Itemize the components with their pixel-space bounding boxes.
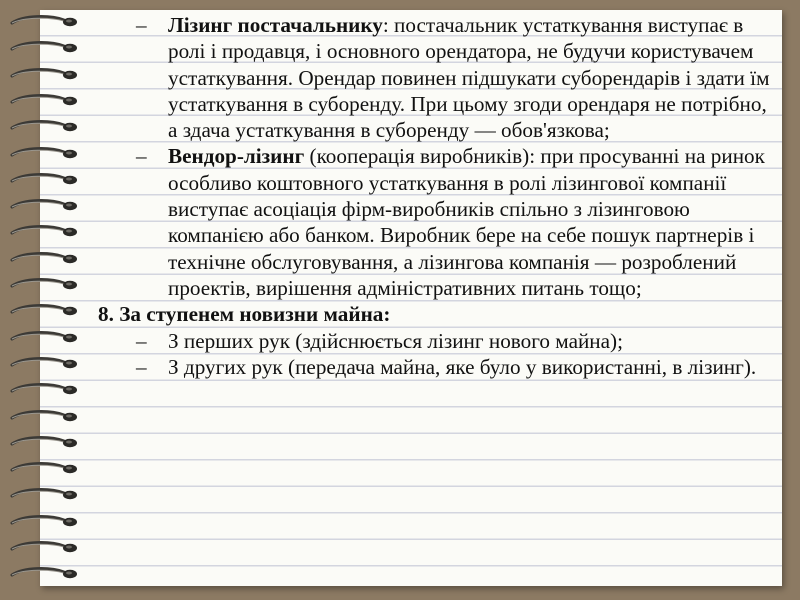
spiral-coil-icon bbox=[10, 224, 82, 238]
spiral-coil-icon bbox=[10, 198, 82, 212]
spiral-coil-icon bbox=[10, 435, 82, 449]
definition: (кооперація виробників): при просуванні на ринок особливо коштовного устаткування в ролі лізингової компанії виступає асоціація фірм-виробників спільно з лізинговою компанією або банком. Виробник бере на себе пошук партнерів і технічне обслуговування, а лізингова компанія — розроблений проектів, вирішення адміністративних питань тощо; bbox=[168, 144, 765, 300]
term: Вендор-лізинг bbox=[168, 144, 305, 169]
slide-content bbox=[98, 12, 778, 380]
dash-bullet: – bbox=[136, 328, 147, 353]
spiral-coil-icon bbox=[10, 514, 82, 528]
spiral-coil-icon bbox=[10, 146, 82, 160]
section-heading: 8. За ступенем новизни майна: bbox=[98, 302, 391, 327]
spiral-coil-icon bbox=[10, 382, 82, 396]
spiral-coil-icon bbox=[10, 40, 82, 54]
spiral-coil-icon bbox=[10, 119, 82, 133]
spiral-coil-icon bbox=[10, 67, 82, 81]
list-item bbox=[98, 328, 778, 354]
spiral-coil-icon bbox=[10, 356, 82, 370]
spiral-coil-icon bbox=[10, 93, 82, 107]
dash-bullet: – bbox=[136, 13, 147, 37]
spiral-coil-icon bbox=[10, 330, 82, 344]
dash-bullet: – bbox=[136, 144, 147, 169]
list-item bbox=[98, 354, 778, 380]
spiral-coil-icon bbox=[10, 251, 82, 265]
spiral-coil-icon bbox=[10, 487, 82, 501]
list-item bbox=[98, 12, 778, 143]
item-text: З других рук (передача майна, яке було у використанні, в лізинг). bbox=[168, 354, 757, 379]
list-item bbox=[98, 143, 778, 301]
spiral-coil-icon bbox=[10, 172, 82, 186]
spiral-coil-icon bbox=[10, 566, 82, 580]
spiral-coil-icon bbox=[10, 409, 82, 423]
term: Лізинг постачальнику bbox=[168, 13, 383, 37]
spiral-coil-icon bbox=[10, 277, 82, 291]
dash-bullet: – bbox=[136, 354, 147, 379]
definition: : постачальник устаткування виступає в ролі і продавця, і основного орендатора, не будучи користувачем устаткування. Орендар повинен підшукати суборендарів і здати їм устаткування в суборенду. При цьому згоди орендаря не потрібно, а здача устаткування в суборенду — обов'язкова; bbox=[168, 13, 770, 143]
item-text: З перших рук (здійснюється лізинг нового майна); bbox=[168, 328, 623, 353]
spiral-binding bbox=[0, 0, 60, 600]
spiral-coil-icon bbox=[10, 540, 82, 554]
spiral-coil-icon bbox=[10, 303, 82, 317]
spiral-coil-icon bbox=[10, 14, 82, 28]
spiral-coil-icon bbox=[10, 461, 82, 475]
